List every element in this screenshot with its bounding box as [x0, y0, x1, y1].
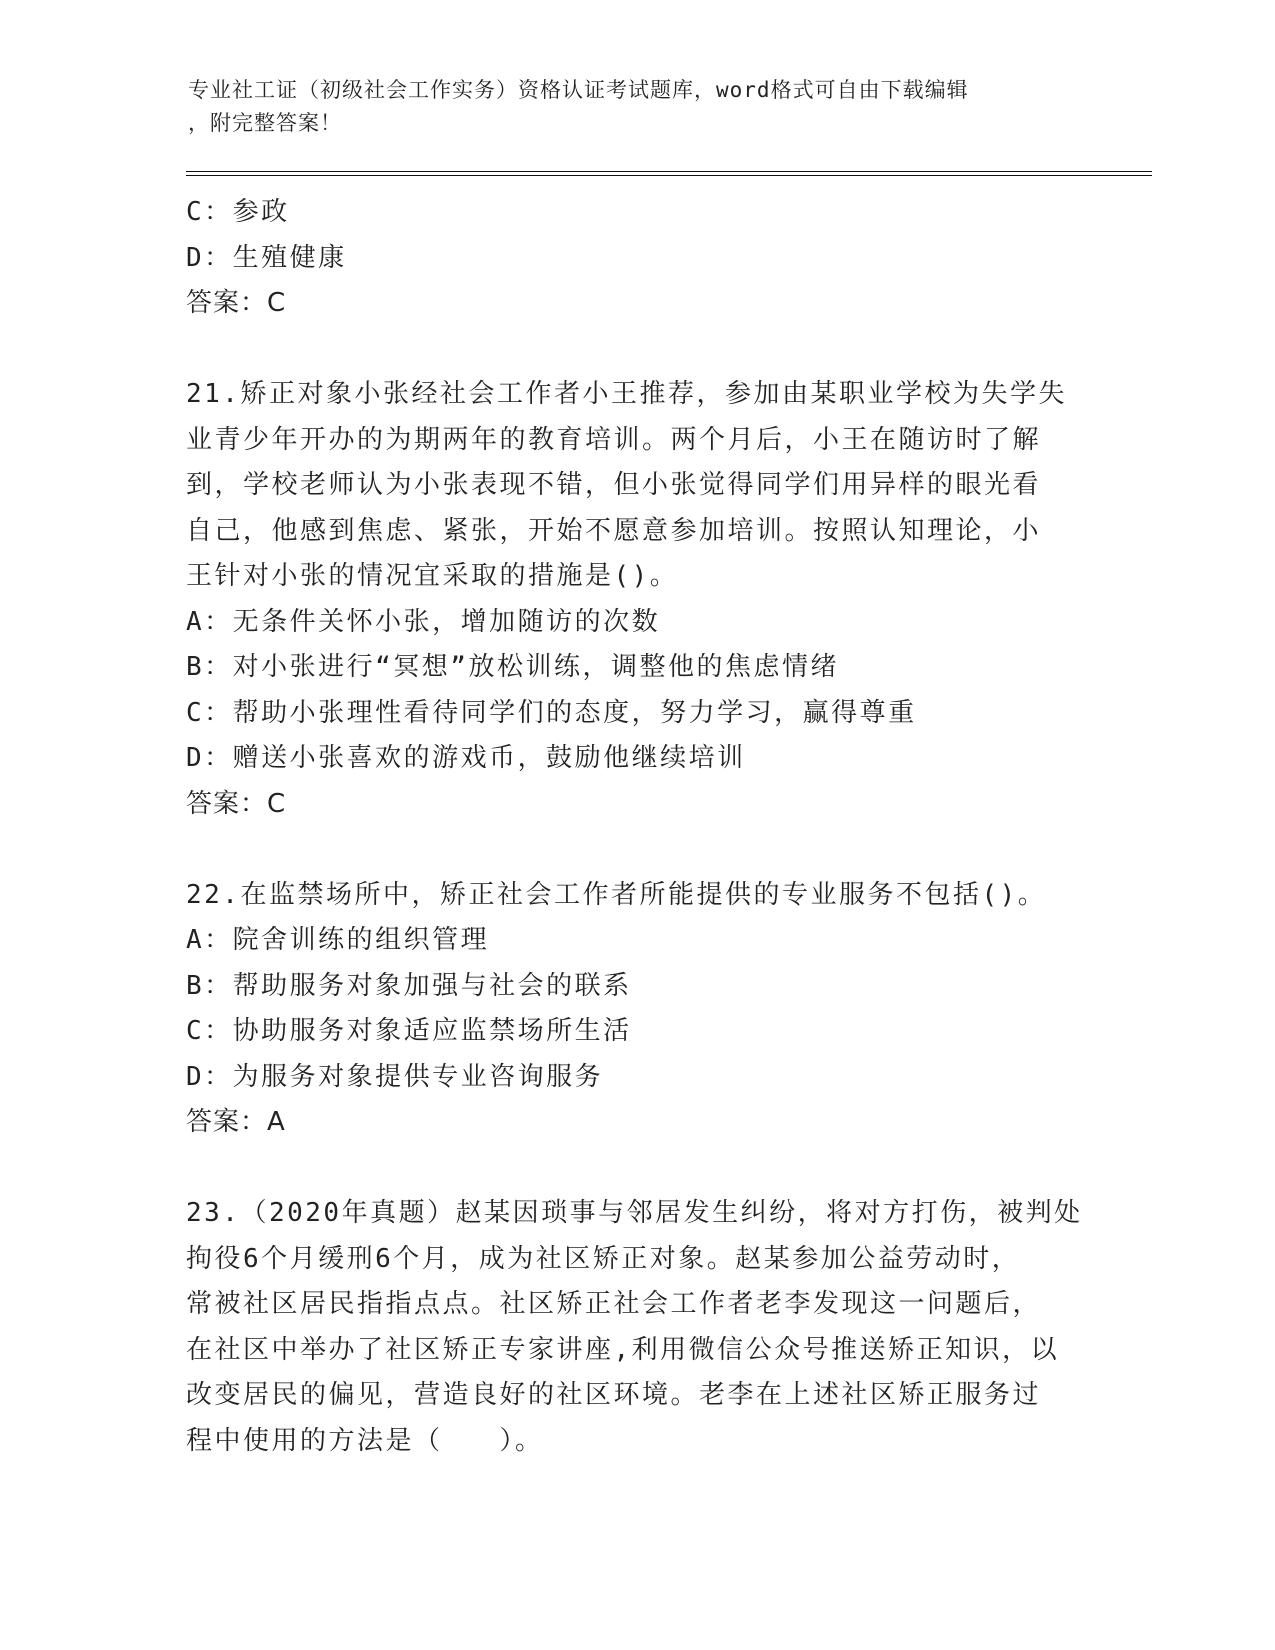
question-stem-line: 到，学校老师认为小张表现不错，但小张觉得同学们用异样的眼光看	[186, 470, 1042, 500]
question-stem-line: 改变居民的偏见，营造良好的社区环境。老李在上述社区矫正服务过	[186, 1380, 1042, 1410]
option-line: D：生殖健康	[186, 242, 347, 273]
header-rule-top	[186, 171, 1152, 172]
option-line: B：帮助服务对象加强与社会的联系	[186, 970, 632, 1001]
option-line: B：对小张进行“冥想”放松训练，调整他的焦虑情绪	[186, 652, 839, 682]
option-line: D：为服务对象提供专业咨询服务	[186, 1061, 604, 1092]
answer-line: 答案：A	[186, 1107, 286, 1137]
question-stem-line: 23.（2020年真题）赵某因琐事与邻居发生纠纷，将对方打伤，被判处	[186, 1198, 1083, 1228]
question-stem-line: 22.在监禁场所中，矫正社会工作者所能提供的专业服务不包括()。	[186, 879, 1047, 910]
blank-line	[186, 827, 1086, 873]
question-stem-line: 程中使用的方法是（ ）。	[186, 1425, 544, 1456]
answer-line: 答案：C	[186, 788, 287, 819]
question-stem-line: 在社区中举办了社区矫正专家讲座,利用微信公众号推送矫正知识，以	[186, 1334, 1060, 1365]
blank-line	[186, 327, 1086, 373]
option-line: A：无条件关怀小张，增加随访的次数	[186, 606, 661, 637]
document-header	[188, 74, 1068, 140]
question-stem-line: 自己，他感到焦虑、紧张，开始不愿意参加培训。按照认知理论，小	[186, 515, 1042, 546]
answer-line: 答案：C	[186, 288, 287, 318]
blank-line	[186, 1146, 1086, 1192]
header-line-2: ，附完整答案！	[188, 111, 342, 135]
question-stem-line: 王针对小张的情况宜采取的措施是()。	[186, 561, 679, 591]
question-stem-line: 常被社区居民指指点点。社区矫正社会工作者老李发现这一问题后，	[186, 1289, 1042, 1319]
option-line: D：赠送小张喜欢的游戏币，鼓励他继续培训	[186, 743, 746, 773]
option-line: C：参政	[186, 197, 290, 227]
header-rule-bottom	[186, 175, 1152, 176]
option-line: A：院舍训练的组织管理	[186, 925, 490, 955]
question-stem-line: 拘役6个月缓刑6个月，成为社区矫正对象。赵某参加公益劳动时，	[186, 1243, 1021, 1274]
question-list	[186, 190, 1086, 1464]
question-stem-line: 业青少年开办的为期两年的教育培训。两个月后，小王在随访时了解	[186, 424, 1042, 455]
option-line: C：帮助小张理性看待同学们的态度，努力学习，赢得尊重	[186, 697, 917, 728]
question-stem-line: 21.矫正对象小张经社会工作者小王推荐，参加由某职业学校为失学失	[186, 379, 1067, 409]
option-line: C：协助服务对象适应监禁场所生活	[186, 1016, 632, 1046]
header-line-1: 专业社工证（初级社会工作实务）资格认证考试题库，word格式可自由下载编辑	[188, 78, 969, 102]
